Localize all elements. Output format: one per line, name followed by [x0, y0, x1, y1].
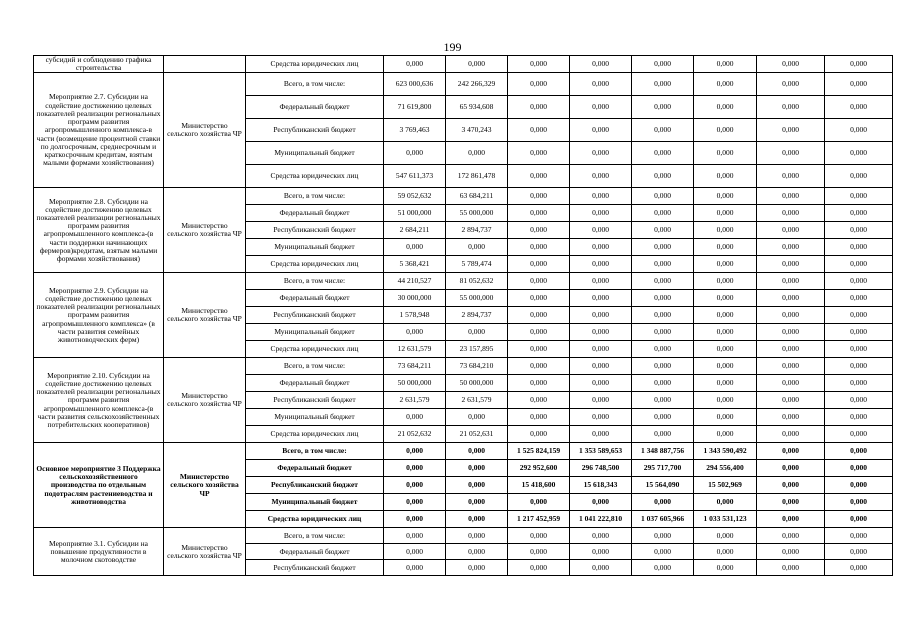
funding-source-cell: Федеральный бюджет [246, 96, 384, 119]
amount-cell: 0,000 [632, 239, 694, 256]
amount-cell: 0,000 [632, 73, 694, 96]
amount-cell: 0,000 [757, 290, 825, 307]
amount-cell: 0,000 [757, 239, 825, 256]
executor-cell: Министерство сельского хозяйства ЧР [164, 528, 246, 576]
amount-cell: 0,000 [632, 375, 694, 392]
amount-cell: 296 748,500 [570, 460, 632, 477]
amount-cell: 0,000 [694, 73, 757, 96]
amount-cell: 63 684,211 [446, 188, 508, 205]
amount-cell: 0,000 [694, 142, 757, 165]
amount-cell: 0,000 [570, 222, 632, 239]
funding-source-cell: Муниципальный бюджет [246, 494, 384, 511]
amount-cell: 0,000 [694, 341, 757, 358]
amount-cell: 1 217 452,959 [508, 511, 570, 528]
amount-cell: 0,000 [632, 358, 694, 375]
table-row [34, 73, 893, 96]
amount-cell: 0,000 [694, 560, 757, 576]
amount-cell: 0,000 [694, 409, 757, 426]
amount-cell: 0,000 [825, 290, 893, 307]
event-name-cell: Мероприятие 2.8. Субсидии на содействие достижению целевых показателей реализации региональных программ развития агропромышленного комплекса-(в части поддержки начинающих фермеров)кредитам, взятым малыми формами хозяйствования) [34, 188, 164, 273]
amount-cell: 0,000 [508, 205, 570, 222]
amount-cell: 51 000,000 [384, 205, 446, 222]
amount-cell: 0,000 [825, 528, 893, 544]
amount-cell: 50 000,000 [446, 375, 508, 392]
amount-cell: 0,000 [632, 307, 694, 324]
amount-cell: 0,000 [384, 544, 446, 560]
amount-cell: 0,000 [446, 544, 508, 560]
amount-cell: 0,000 [825, 460, 893, 477]
amount-cell: 1 033 531,123 [694, 511, 757, 528]
event-name-cell: Мероприятие 2.9. Субсидии на содействие достижению целевых показателей реализации региональных программ развития агропромышленного комплекса» (в части развития семейных животноводческих ферм) [34, 273, 164, 358]
amount-cell: 0,000 [694, 222, 757, 239]
amount-cell: 295 717,700 [632, 460, 694, 477]
amount-cell: 242 266,329 [446, 73, 508, 96]
amount-cell: 0,000 [825, 239, 893, 256]
funding-source-cell: Муниципальный бюджет [246, 239, 384, 256]
amount-cell: 0,000 [694, 358, 757, 375]
funding-source-cell: Муниципальный бюджет [246, 142, 384, 165]
funding-source-cell: Всего, в том числе: [246, 443, 384, 460]
event-name-cell: Основное мероприятие 3 Поддержка сельскохозяйственного производства по отдельным подотраслям растениеводства и животноводства [34, 443, 164, 528]
amount-cell: 0,000 [825, 443, 893, 460]
amount-cell: 0,000 [508, 222, 570, 239]
amount-cell: 172 861,478 [446, 165, 508, 188]
amount-cell: 0,000 [825, 142, 893, 165]
amount-cell: 0,000 [508, 341, 570, 358]
amount-cell: 0,000 [757, 528, 825, 544]
amount-cell: 0,000 [446, 239, 508, 256]
amount-cell: 0,000 [757, 96, 825, 119]
amount-cell: 59 052,632 [384, 188, 446, 205]
amount-cell: 0,000 [570, 375, 632, 392]
amount-cell: 0,000 [825, 511, 893, 528]
amount-cell: 0,000 [508, 165, 570, 188]
amount-cell: 0,000 [757, 477, 825, 494]
amount-cell: 0,000 [508, 358, 570, 375]
amount-cell: 0,000 [825, 426, 893, 443]
funding-source-cell: Всего, в том числе: [246, 358, 384, 375]
table-row [34, 358, 893, 375]
amount-cell: 0,000 [757, 375, 825, 392]
executor-cell: Министерство сельского хозяйства ЧР [164, 443, 246, 528]
funding-source-cell: Федеральный бюджет [246, 460, 384, 477]
amount-cell: 0,000 [694, 188, 757, 205]
amount-cell: 0,000 [570, 426, 632, 443]
amount-cell: 0,000 [757, 56, 825, 73]
amount-cell: 0,000 [570, 188, 632, 205]
amount-cell: 0,000 [825, 188, 893, 205]
amount-cell: 0,000 [694, 290, 757, 307]
amount-cell: 0,000 [757, 426, 825, 443]
amount-cell: 0,000 [384, 56, 446, 73]
amount-cell: 0,000 [757, 341, 825, 358]
funding-source-cell: Республиканский бюджет [246, 222, 384, 239]
budget-table [33, 55, 893, 576]
amount-cell: 12 631,579 [384, 341, 446, 358]
amount-cell: 0,000 [632, 188, 694, 205]
amount-cell: 0,000 [632, 426, 694, 443]
funding-source-cell: Всего, в том числе: [246, 528, 384, 544]
amount-cell: 0,000 [384, 511, 446, 528]
amount-cell: 0,000 [384, 477, 446, 494]
amount-cell: 1 041 222,810 [570, 511, 632, 528]
amount-cell: 1 353 589,653 [570, 443, 632, 460]
amount-cell: 0,000 [825, 96, 893, 119]
amount-cell: 0,000 [446, 528, 508, 544]
amount-cell: 0,000 [757, 73, 825, 96]
executor-cell: Министерство сельского хозяйства ЧР [164, 273, 246, 358]
amount-cell: 0,000 [694, 96, 757, 119]
amount-cell: 0,000 [632, 409, 694, 426]
event-name-cell: Мероприятие 2.10. Субсидии на содействие достижению целевых показателей реализации региональных программ развития агропромышленного комплекса-(в части развития сельскохозяйственных потребительских кооперативов) [34, 358, 164, 443]
table-row [34, 528, 893, 544]
amount-cell: 0,000 [825, 409, 893, 426]
amount-cell: 0,000 [694, 392, 757, 409]
amount-cell: 0,000 [570, 560, 632, 576]
amount-cell: 0,000 [757, 409, 825, 426]
amount-cell: 0,000 [570, 96, 632, 119]
amount-cell: 1 578,948 [384, 307, 446, 324]
amount-cell: 0,000 [757, 460, 825, 477]
amount-cell: 73 684,210 [446, 358, 508, 375]
amount-cell: 0,000 [825, 307, 893, 324]
amount-cell: 0,000 [757, 494, 825, 511]
amount-cell: 0,000 [757, 165, 825, 188]
amount-cell: 0,000 [508, 56, 570, 73]
amount-cell: 0,000 [825, 341, 893, 358]
amount-cell: 0,000 [570, 324, 632, 341]
amount-cell: 0,000 [694, 324, 757, 341]
amount-cell: 0,000 [825, 119, 893, 142]
amount-cell: 73 684,211 [384, 358, 446, 375]
amount-cell: 0,000 [694, 205, 757, 222]
executor-cell: Министерство сельского хозяйства ЧР [164, 73, 246, 188]
amount-cell: 0,000 [508, 375, 570, 392]
funding-source-cell: Средства юридических лиц [246, 256, 384, 273]
amount-cell: 0,000 [570, 307, 632, 324]
funding-source-cell: Всего, в том числе: [246, 73, 384, 96]
amount-cell: 0,000 [694, 494, 757, 511]
amount-cell: 55 000,000 [446, 205, 508, 222]
amount-cell: 1 525 824,159 [508, 443, 570, 460]
amount-cell: 65 934,608 [446, 96, 508, 119]
amount-cell: 0,000 [570, 239, 632, 256]
amount-cell: 0,000 [446, 460, 508, 477]
amount-cell: 0,000 [508, 119, 570, 142]
amount-cell: 0,000 [632, 205, 694, 222]
amount-cell: 0,000 [508, 392, 570, 409]
amount-cell: 0,000 [570, 205, 632, 222]
amount-cell: 0,000 [446, 477, 508, 494]
amount-cell: 2 894,737 [446, 222, 508, 239]
amount-cell: 623 000,636 [384, 73, 446, 96]
budget-table-body [34, 56, 893, 576]
amount-cell: 0,000 [570, 142, 632, 165]
amount-cell: 0,000 [508, 560, 570, 576]
amount-cell: 0,000 [384, 142, 446, 165]
amount-cell: 0,000 [446, 142, 508, 165]
amount-cell: 0,000 [508, 96, 570, 119]
amount-cell: 0,000 [825, 256, 893, 273]
amount-cell: 15 618,343 [570, 477, 632, 494]
amount-cell: 5 789,474 [446, 256, 508, 273]
amount-cell: 2 631,579 [384, 392, 446, 409]
amount-cell: 0,000 [570, 341, 632, 358]
amount-cell: 0,000 [570, 290, 632, 307]
funding-source-cell: Республиканский бюджет [246, 560, 384, 576]
funding-source-cell: Средства юридических лиц [246, 426, 384, 443]
amount-cell: 0,000 [694, 273, 757, 290]
amount-cell: 0,000 [825, 222, 893, 239]
amount-cell: 0,000 [757, 142, 825, 165]
amount-cell: 0,000 [508, 256, 570, 273]
amount-cell: 0,000 [825, 392, 893, 409]
amount-cell: 0,000 [570, 56, 632, 73]
funding-source-cell: Республиканский бюджет [246, 307, 384, 324]
amount-cell: 1 037 605,966 [632, 511, 694, 528]
funding-source-cell: Всего, в том числе: [246, 273, 384, 290]
amount-cell: 0,000 [446, 494, 508, 511]
funding-source-cell: Средства юридических лиц [246, 341, 384, 358]
event-name-cell: Мероприятие 3.1. Субсидии на повышение продуктивности в молочном скотоводстве [34, 528, 164, 576]
amount-cell: 0,000 [632, 290, 694, 307]
amount-cell: 0,000 [446, 443, 508, 460]
amount-cell: 5 368,421 [384, 256, 446, 273]
amount-cell: 15 564,090 [632, 477, 694, 494]
amount-cell: 0,000 [570, 358, 632, 375]
funding-source-cell: Республиканский бюджет [246, 392, 384, 409]
amount-cell: 0,000 [570, 544, 632, 560]
amount-cell: 0,000 [632, 528, 694, 544]
amount-cell: 294 556,400 [694, 460, 757, 477]
amount-cell: 0,000 [508, 273, 570, 290]
funding-source-cell: Республиканский бюджет [246, 477, 384, 494]
amount-cell: 1 348 887,756 [632, 443, 694, 460]
amount-cell: 0,000 [632, 142, 694, 165]
amount-cell: 0,000 [757, 205, 825, 222]
amount-cell: 0,000 [632, 165, 694, 188]
amount-cell: 0,000 [825, 205, 893, 222]
amount-cell: 23 157,895 [446, 341, 508, 358]
amount-cell: 0,000 [570, 528, 632, 544]
amount-cell: 0,000 [384, 494, 446, 511]
table-row [34, 188, 893, 205]
amount-cell: 44 210,527 [384, 273, 446, 290]
amount-cell: 0,000 [508, 544, 570, 560]
amount-cell: 0,000 [570, 165, 632, 188]
amount-cell: 0,000 [446, 56, 508, 73]
amount-cell: 0,000 [508, 324, 570, 341]
amount-cell: 0,000 [632, 560, 694, 576]
amount-cell: 0,000 [508, 307, 570, 324]
amount-cell: 0,000 [384, 324, 446, 341]
amount-cell: 21 052,632 [384, 426, 446, 443]
amount-cell: 0,000 [570, 273, 632, 290]
amount-cell: 0,000 [632, 256, 694, 273]
amount-cell: 0,000 [508, 188, 570, 205]
amount-cell: 0,000 [825, 375, 893, 392]
amount-cell: 0,000 [694, 56, 757, 73]
amount-cell: 0,000 [757, 358, 825, 375]
amount-cell: 0,000 [570, 119, 632, 142]
amount-cell: 2 631,579 [446, 392, 508, 409]
amount-cell: 0,000 [446, 511, 508, 528]
funding-source-cell: Средства юридических лиц [246, 165, 384, 188]
table-row [34, 443, 893, 460]
amount-cell: 0,000 [694, 307, 757, 324]
funding-source-cell: Федеральный бюджет [246, 290, 384, 307]
amount-cell: 0,000 [694, 426, 757, 443]
amount-cell: 0,000 [570, 409, 632, 426]
table-row [34, 273, 893, 290]
amount-cell: 0,000 [694, 239, 757, 256]
amount-cell: 0,000 [757, 544, 825, 560]
amount-cell: 30 000,000 [384, 290, 446, 307]
amount-cell: 292 952,600 [508, 460, 570, 477]
amount-cell: 0,000 [757, 560, 825, 576]
amount-cell: 0,000 [632, 341, 694, 358]
amount-cell: 0,000 [632, 222, 694, 239]
amount-cell: 0,000 [508, 409, 570, 426]
executor-cell [164, 56, 246, 73]
amount-cell: 0,000 [384, 239, 446, 256]
amount-cell: 0,000 [757, 307, 825, 324]
funding-source-cell: Средства юридических лиц [246, 56, 384, 73]
amount-cell: 0,000 [632, 324, 694, 341]
amount-cell: 15 418,600 [508, 477, 570, 494]
amount-cell: 21 052,631 [446, 426, 508, 443]
amount-cell: 0,000 [757, 324, 825, 341]
amount-cell: 0,000 [508, 142, 570, 165]
funding-source-cell: Федеральный бюджет [246, 544, 384, 560]
amount-cell: 0,000 [825, 560, 893, 576]
funding-source-cell: Средства юридических лиц [246, 511, 384, 528]
amount-cell: 0,000 [757, 443, 825, 460]
amount-cell: 0,000 [508, 290, 570, 307]
page-number: 199 [443, 40, 462, 54]
amount-cell: 0,000 [757, 222, 825, 239]
amount-cell: 0,000 [384, 409, 446, 426]
funding-source-cell: Муниципальный бюджет [246, 409, 384, 426]
amount-cell: 0,000 [757, 273, 825, 290]
amount-cell: 0,000 [384, 528, 446, 544]
amount-cell: 0,000 [757, 119, 825, 142]
amount-cell: 0,000 [446, 324, 508, 341]
amount-cell: 0,000 [694, 256, 757, 273]
event-name-cell: Мероприятие 2.7. Субсидии на содействие достижению целевых показателей реализации региональных программ развития агропромышленного комплекса-в части (возмещение процентной ставки по долгосрочным, среднесрочным и краткосрочным кредитам, взятым малыми формами хозяйствования) [34, 73, 164, 188]
amount-cell: 81 052,632 [446, 273, 508, 290]
amount-cell: 0,000 [825, 544, 893, 560]
amount-cell: 0,000 [825, 273, 893, 290]
amount-cell: 0,000 [632, 56, 694, 73]
amount-cell: 0,000 [508, 239, 570, 256]
amount-cell: 0,000 [694, 375, 757, 392]
amount-cell: 0,000 [632, 392, 694, 409]
amount-cell: 0,000 [508, 73, 570, 96]
amount-cell: 0,000 [757, 256, 825, 273]
amount-cell: 0,000 [508, 494, 570, 511]
amount-cell: 0,000 [825, 165, 893, 188]
amount-cell: 15 502,969 [694, 477, 757, 494]
executor-cell: Министерство сельского хозяйства ЧР [164, 188, 246, 273]
executor-cell: Министерство сельского хозяйства ЧР [164, 358, 246, 443]
amount-cell: 0,000 [694, 119, 757, 142]
amount-cell: 71 619,800 [384, 96, 446, 119]
amount-cell: 0,000 [446, 409, 508, 426]
amount-cell: 0,000 [825, 494, 893, 511]
amount-cell: 2 684,211 [384, 222, 446, 239]
amount-cell: 0,000 [757, 511, 825, 528]
event-name-cell: субсидий и соблюдению графика строительства [34, 56, 164, 73]
amount-cell: 0,000 [825, 358, 893, 375]
amount-cell: 0,000 [384, 443, 446, 460]
amount-cell: 0,000 [632, 273, 694, 290]
amount-cell: 3 470,243 [446, 119, 508, 142]
funding-source-cell: Всего, в том числе: [246, 188, 384, 205]
amount-cell: 0,000 [825, 73, 893, 96]
amount-cell: 50 000,000 [384, 375, 446, 392]
amount-cell: 0,000 [384, 460, 446, 477]
amount-cell: 0,000 [632, 544, 694, 560]
funding-source-cell: Республиканский бюджет [246, 119, 384, 142]
amount-cell: 0,000 [825, 324, 893, 341]
amount-cell: 0,000 [446, 560, 508, 576]
amount-cell: 0,000 [632, 96, 694, 119]
amount-cell: 0,000 [757, 188, 825, 205]
amount-cell: 0,000 [825, 477, 893, 494]
amount-cell: 0,000 [694, 528, 757, 544]
amount-cell: 0,000 [694, 165, 757, 188]
amount-cell: 0,000 [570, 256, 632, 273]
funding-source-cell: Федеральный бюджет [246, 375, 384, 392]
amount-cell: 0,000 [757, 392, 825, 409]
amount-cell: 0,000 [825, 56, 893, 73]
amount-cell: 2 894,737 [446, 307, 508, 324]
amount-cell: 0,000 [570, 73, 632, 96]
amount-cell: 0,000 [384, 560, 446, 576]
table-row [34, 56, 893, 73]
amount-cell: 0,000 [570, 392, 632, 409]
amount-cell: 0,000 [508, 426, 570, 443]
funding-source-cell: Муниципальный бюджет [246, 324, 384, 341]
amount-cell: 0,000 [632, 119, 694, 142]
amount-cell: 0,000 [694, 544, 757, 560]
funding-source-cell: Федеральный бюджет [246, 205, 384, 222]
amount-cell: 0,000 [570, 494, 632, 511]
amount-cell: 55 000,000 [446, 290, 508, 307]
amount-cell: 0,000 [632, 494, 694, 511]
amount-cell: 547 611,373 [384, 165, 446, 188]
amount-cell: 0,000 [508, 528, 570, 544]
amount-cell: 1 343 590,492 [694, 443, 757, 460]
amount-cell: 3 769,463 [384, 119, 446, 142]
